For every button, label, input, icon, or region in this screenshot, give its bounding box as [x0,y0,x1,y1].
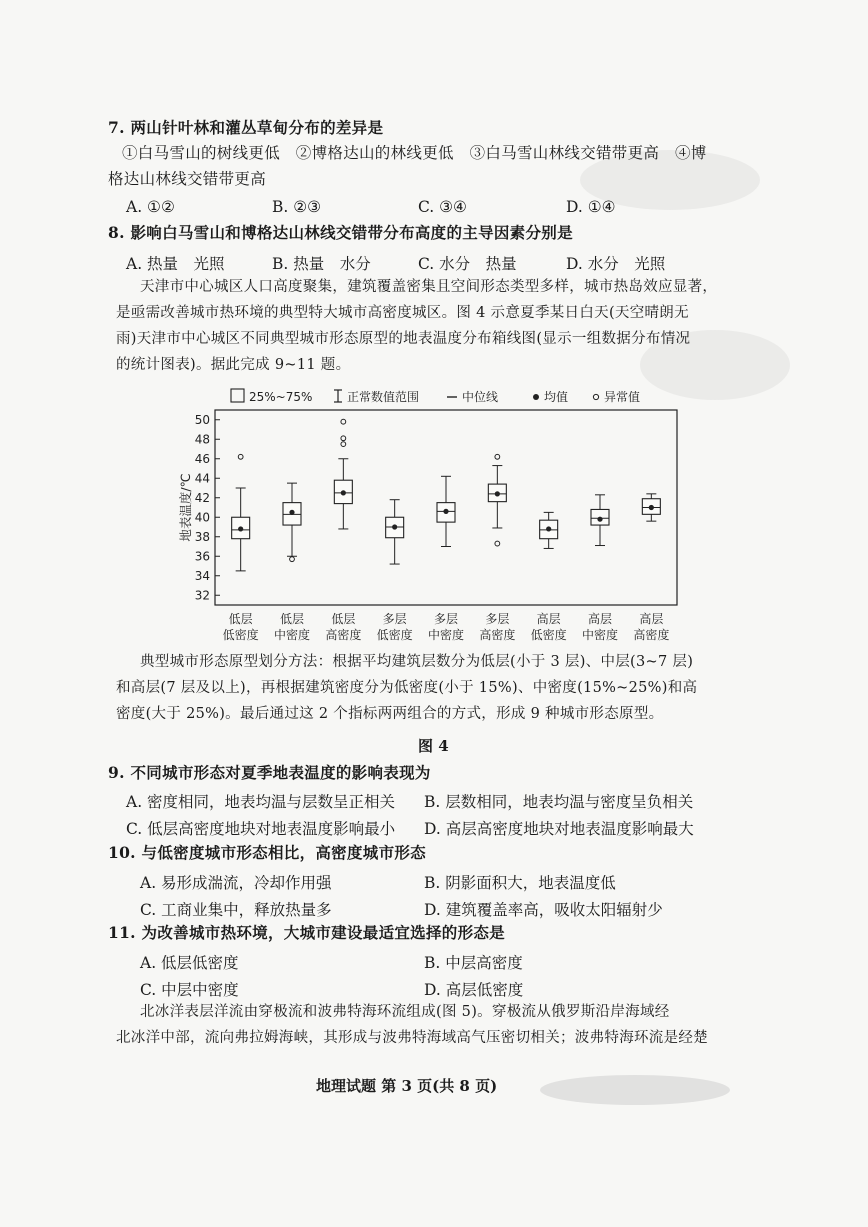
box-mean [392,524,397,529]
figure-4-boxplot [0,380,868,650]
q10-stem: 10. 与低密度城市形态相比，高密度城市形态 [108,843,426,862]
intro-line-2: 是亟需改善城市热环境的典型特大城市高密度城区。图 4 示意夏季某日白天(天空晴朗无 [116,305,689,321]
box-outlier [495,454,500,459]
intro-line-4: 的统计图表)。据此完成 9~11 题。 [116,357,351,373]
q9-option-a[interactable]: A. 密度相同，地表均温与层数呈正相关 [126,793,396,811]
category-label-line2: 高密度 [633,628,670,642]
q10-option-d[interactable]: D. 建筑覆盖率高，吸收太阳辐射少 [424,901,663,919]
q10-option-b[interactable]: B. 阴影面积大，地表温度低 [424,874,616,892]
box-outlier [290,557,295,562]
y-tick-label: 32 [194,588,210,603]
box-mean [546,526,551,531]
q7-stem: 7. 两山针叶林和灌丛草甸分布的差异是 [108,118,384,137]
legend-box-label: 25%~75% [249,390,313,404]
category-label-line2: 低密度 [530,628,567,642]
category-label-line1: 多层 [382,612,407,626]
q7-option-d[interactable]: D. ①④ [566,198,616,216]
category-label-line1: 高层 [536,612,561,626]
q7-option-a[interactable]: A. ①② [126,198,175,216]
legend-whisker-label: 正常数值范围 [347,390,420,404]
category-label-line1: 多层 [433,612,459,626]
y-tick-label: 44 [194,471,210,486]
q11-option-a[interactable]: A. 低层低密度 [140,954,239,972]
y-tick-label: 34 [194,568,210,583]
box-mean [443,509,448,514]
y-tick-label: 46 [194,451,210,466]
y-tick-label: 42 [194,490,210,505]
box-mean [289,510,294,515]
box-outlier [495,541,500,546]
category-label-line2: 低密度 [222,628,259,642]
q9-option-d[interactable]: D. 高层高密度地块对地表温度影响最大 [424,820,694,838]
y-tick-label: 50 [194,412,210,427]
method-note-line-2: 和高层(7 层及以上)，再根据建筑密度分为低密度(小于 15%)、中密度(15%~25%)和高 [116,680,698,696]
y-tick-label: 36 [194,549,210,564]
q11-option-d[interactable]: D. 高层低密度 [424,981,524,999]
legend-mean-symbol [533,394,539,400]
intro-line-1: 天津市中心城区人口高度聚集，建筑覆盖密集且空间形态类型多样，城市热岛效应显著， [140,279,718,295]
q11-stem: 11. 为改善城市热环境，大城市建设最适宜选择的形态是 [108,923,505,942]
q9-stem: 9. 不同城市形态对夏季地表温度的影响表现为 [108,763,431,782]
q9-option-c[interactable]: C. 低层高密度地块对地表温度影响最小 [126,820,396,838]
y-tick-label: 38 [194,529,210,544]
next-intro-line-1: 北冰洋表层洋流由穿极流和波弗特海环流组成(图 5)。穿极流从俄罗斯沿岸海域经 [140,1004,670,1020]
intro-line-3: 雨)天津市中心城区不同典型城市形态原型的地表温度分布箱线图(显示一组数据分布情况 [116,331,691,347]
category-label-line2: 中密度 [273,628,311,642]
legend-outlier-symbol [593,394,598,399]
category-label-line1: 低层 [279,612,305,626]
method-note-line-1: 典型城市形态原型划分方法：根据平均建筑层数分为低层(小于 3 层)、中层(3~7 层) [140,654,694,670]
category-label-line2: 低密度 [376,628,413,642]
q10-option-a[interactable]: A. 易形成湍流，冷却作用强 [140,874,332,892]
box-mean [495,491,500,496]
legend-box-symbol [231,389,244,402]
category-label-line2: 高密度 [479,628,516,642]
page-footer: 地理试题 第 3 页(共 8 页) [316,1077,498,1095]
legend-median-label: 中位线 [462,390,499,404]
q8-option-b[interactable]: B. 热量 水分 [272,255,371,273]
box-outlier [238,454,243,459]
category-label-line2: 中密度 [427,628,465,642]
box-mean [238,526,243,531]
q8-option-a[interactable]: A. 热量 光照 [126,255,225,273]
scan-smudge [540,1075,730,1105]
q10-option-c[interactable]: C. 工商业集中，释放热量多 [140,901,332,919]
figure-label: 图 4 [418,737,449,755]
q7-statements-line1: ①白马雪山的树线更低 ②博格达山的林线更低 ③白马雪山林线交错带更高 ④博 [122,144,707,162]
q8-option-d[interactable]: D. 水分 光照 [566,255,666,273]
y-axis-label: 地表温度/℃ [178,473,193,542]
method-note-line-3: 密度(大于 25%)。最后通过这 2 个指标两两组合的方式，形成 9 种城市形态原型。 [116,706,664,722]
q7-option-b[interactable]: B. ②③ [272,198,322,216]
category-label-line2: 中密度 [581,628,619,642]
y-tick-label: 48 [194,432,210,447]
q9-option-b[interactable]: B. 层数相同，地表均温与密度呈负相关 [424,793,694,811]
box-outlier [341,419,346,424]
category-label-line1: 低层 [331,612,356,626]
category-label-line1: 高层 [587,612,613,626]
category-label-line1: 高层 [639,612,664,626]
y-tick-label: 40 [194,510,210,525]
q8-stem: 8. 影响白马雪山和博格达山林线交错带分布高度的主导因素分别是 [108,223,573,242]
box-mean [597,517,602,522]
category-label-line1: 多层 [485,612,510,626]
q7-option-c[interactable]: C. ③④ [418,198,467,216]
box-mean [341,490,346,495]
box-outlier [341,436,346,441]
next-intro-line-2: 北冰洋中部，流向弗拉姆海峡，其形成与波弗特海域高气压密切相关；波弗特海环流是经楚 [116,1030,708,1046]
legend-outlier-label: 异常值 [604,390,641,404]
category-label-line1: 低层 [228,612,253,626]
legend-mean-label: 均值 [544,390,569,404]
box-mean [649,505,654,510]
category-label-line2: 高密度 [325,628,362,642]
q11-option-b[interactable]: B. 中层高密度 [424,954,523,972]
box-outlier [341,442,346,447]
q7-statements-line2: 格达山林线交错带更高 [108,170,267,188]
q8-option-c[interactable]: C. 水分 热量 [418,255,517,273]
q11-option-c[interactable]: C. 中层中密度 [140,981,239,999]
